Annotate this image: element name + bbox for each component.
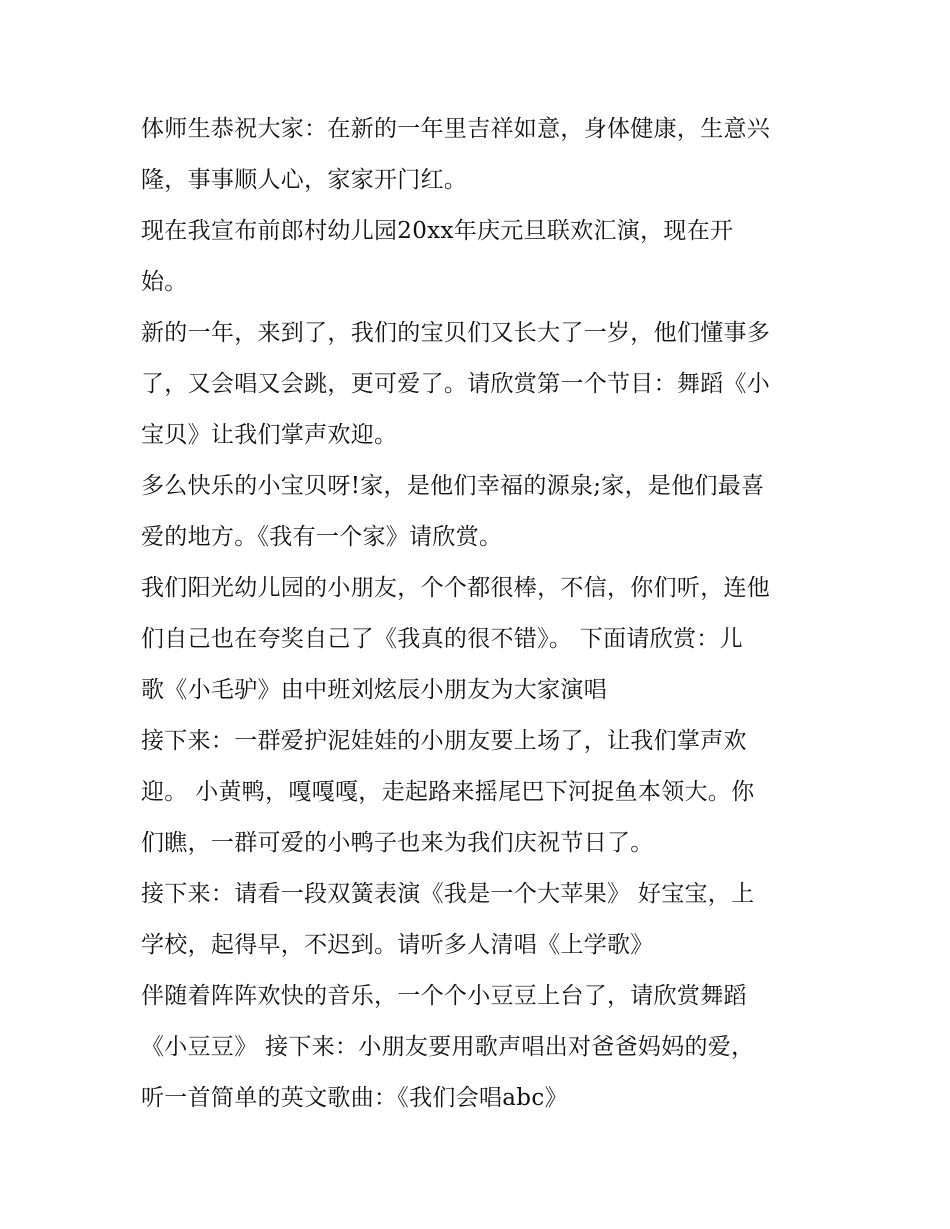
text-line: 爱的地方。《我有一个家》请欣赏。: [141, 524, 503, 550]
text-line: 新的一年，来到了，我们的宝贝们又长大了一岁，他们懂事多: [141, 320, 771, 346]
text-line: 歌《小毛驴》由中班刘炫辰小朋友为大家演唱: [141, 677, 607, 703]
paragraph-first-program: [141, 308, 821, 461]
text-line: 接下来：一群爱护泥娃娃的小朋友要上场了，让我们掌声欢: [141, 728, 747, 754]
text-line: 多么快乐的小宝贝呀!家，是他们幸福的源泉;家，是他们最喜: [141, 473, 765, 499]
text-line: 体师生恭祝大家：在新的一年里吉祥如意，身体健康，生意兴: [141, 116, 771, 142]
text-line: 现在我宣布前郎村幼儿园20xx年庆元旦联欢汇演，现在开: [141, 218, 734, 244]
paragraph-opening-announcement: [141, 206, 821, 308]
paragraph-greeting: [141, 104, 821, 206]
text-line: 始。: [141, 269, 188, 295]
text-line: 听一首简单的英文歌曲：《我们会唱abc》: [141, 1085, 568, 1111]
text-line: 接下来：请看一段双簧表演《我是一个大苹果》 好宝宝，上: [141, 881, 755, 907]
paragraph-little-beans: [141, 971, 821, 1124]
paragraph-home-song: [141, 461, 821, 563]
document-body: [141, 104, 821, 1124]
text-line: 学校，起得早，不迟到。请听多人清唱《上学歌》: [141, 932, 654, 958]
text-line: 《小豆豆》 接下来：小朋友要用歌声唱出对爸爸妈妈的爱，: [141, 1034, 755, 1060]
paragraph-sunshine-kindergarten: [141, 563, 821, 716]
text-line: 了，又会唱又会跳，更可爱了。请欣赏第一个节目：舞蹈《小: [141, 371, 771, 397]
text-line: 们瞧，一群可爱的小鸭子也来为我们庆祝节日了。: [141, 830, 654, 856]
text-line: 宝贝》让我们掌声欢迎。: [141, 422, 398, 448]
text-line: 我们阳光幼儿园的小朋友，个个都很棒，不信，你们听，连他: [141, 575, 771, 601]
text-line: 迎。 小黄鸭，嘎嘎嘎，走起路来摇尾巴下河捉鱼本领大。你: [141, 779, 755, 805]
text-line: 伴随着阵阵欢快的音乐，一个个小豆豆上台了，请欣赏舞蹈: [141, 983, 747, 1009]
paragraph-double-act: [141, 869, 821, 971]
text-line: 隆，事事顺人心，家家开门红。: [141, 167, 468, 193]
paragraph-ducklings: [141, 716, 821, 869]
text-line: 们自己也在夸奖自己了《我真的很不错》。 下面请欣赏：儿: [141, 626, 743, 652]
